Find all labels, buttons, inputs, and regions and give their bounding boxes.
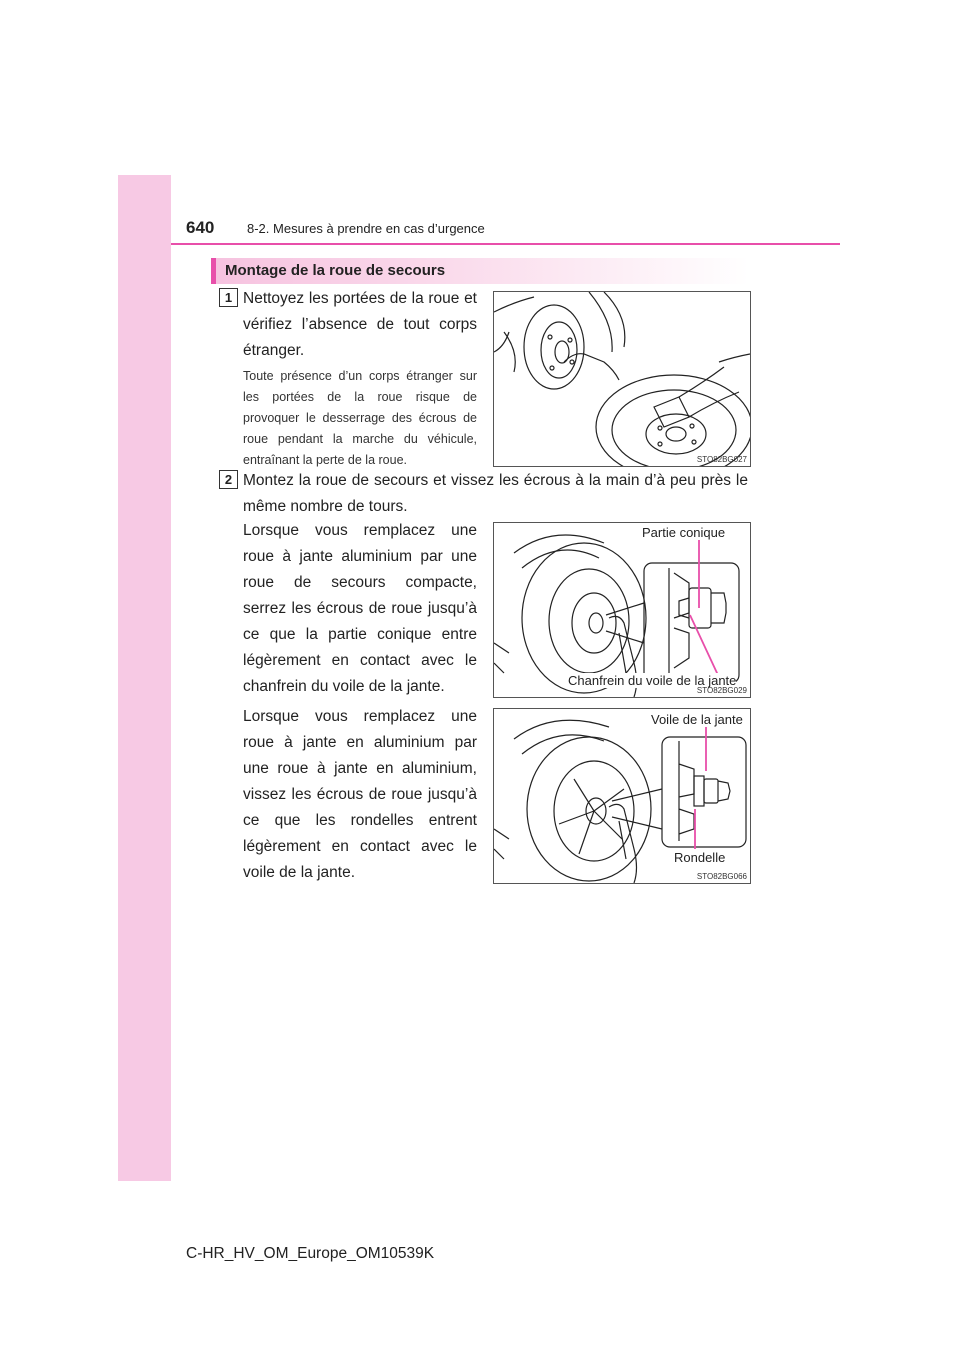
footer-document-id: C-HR_HV_OM_Europe_OM10539K [186, 1245, 435, 1262]
figure-code: STO82BG066 [696, 872, 747, 881]
section-title: 8-2. Mesures à prendre en cas d’urgence [247, 221, 485, 236]
header-divider [171, 243, 840, 245]
step-1-note: Toute présence d’un corps étranger sur les portées de la roue risque de provoquer le desserrage des écrous de roue pendant la marche du véhicule, entraînant la perte de la roue. [243, 369, 477, 467]
step-2-number: 2 [219, 470, 238, 489]
step-2-paragraph-2: Lorsque vous remplacez une roue à jante en aluminium par une roue à jante en aluminium, vissez les écrous de roue jusqu’à ce que les rondelles entrent légèrement en contact avec le voile de la jante. [243, 708, 477, 881]
figure-washer-nut [493, 708, 751, 884]
figure-code: STO82BG029 [696, 686, 747, 695]
label-rim-chamfer: Chanfrein du voile de la jante [568, 673, 737, 688]
step-1-text: Nettoyez les portées de la roue et vérifiez l’absence de tout corps étranger. [243, 290, 477, 359]
step-1-number: 1 [219, 288, 238, 307]
illustration-conical-nut [494, 523, 750, 697]
label-rim-web: Voile de la jante [651, 712, 743, 727]
chapter-sidebar-tab [118, 175, 171, 1181]
label-conical-part: Partie conique [642, 525, 726, 540]
label-washer: Rondelle [674, 850, 726, 865]
figure-code: STO82BG027 [696, 455, 747, 464]
page-number: 640 [186, 218, 215, 237]
step-2-paragraph-1: Lorsque vous remplacez une roue à jante aluminium par une roue de secours compacte, serrez les écrous de roue jusqu’à ce que la partie conique entre légèrement en contact avec le chanfrein du voile de la jante. [243, 522, 477, 695]
section-heading-text: Montage de la roue de secours [225, 262, 446, 279]
figure-conical-nut [493, 522, 751, 698]
section-heading [211, 258, 749, 284]
illustration-clean-hub-and-spare-wheel [494, 292, 750, 466]
step-2-text: Montez la roue de secours et vissez les écrous à la main d’à peu près le même nombre de tours. [243, 472, 748, 515]
figure-clean-wheel [493, 291, 751, 467]
